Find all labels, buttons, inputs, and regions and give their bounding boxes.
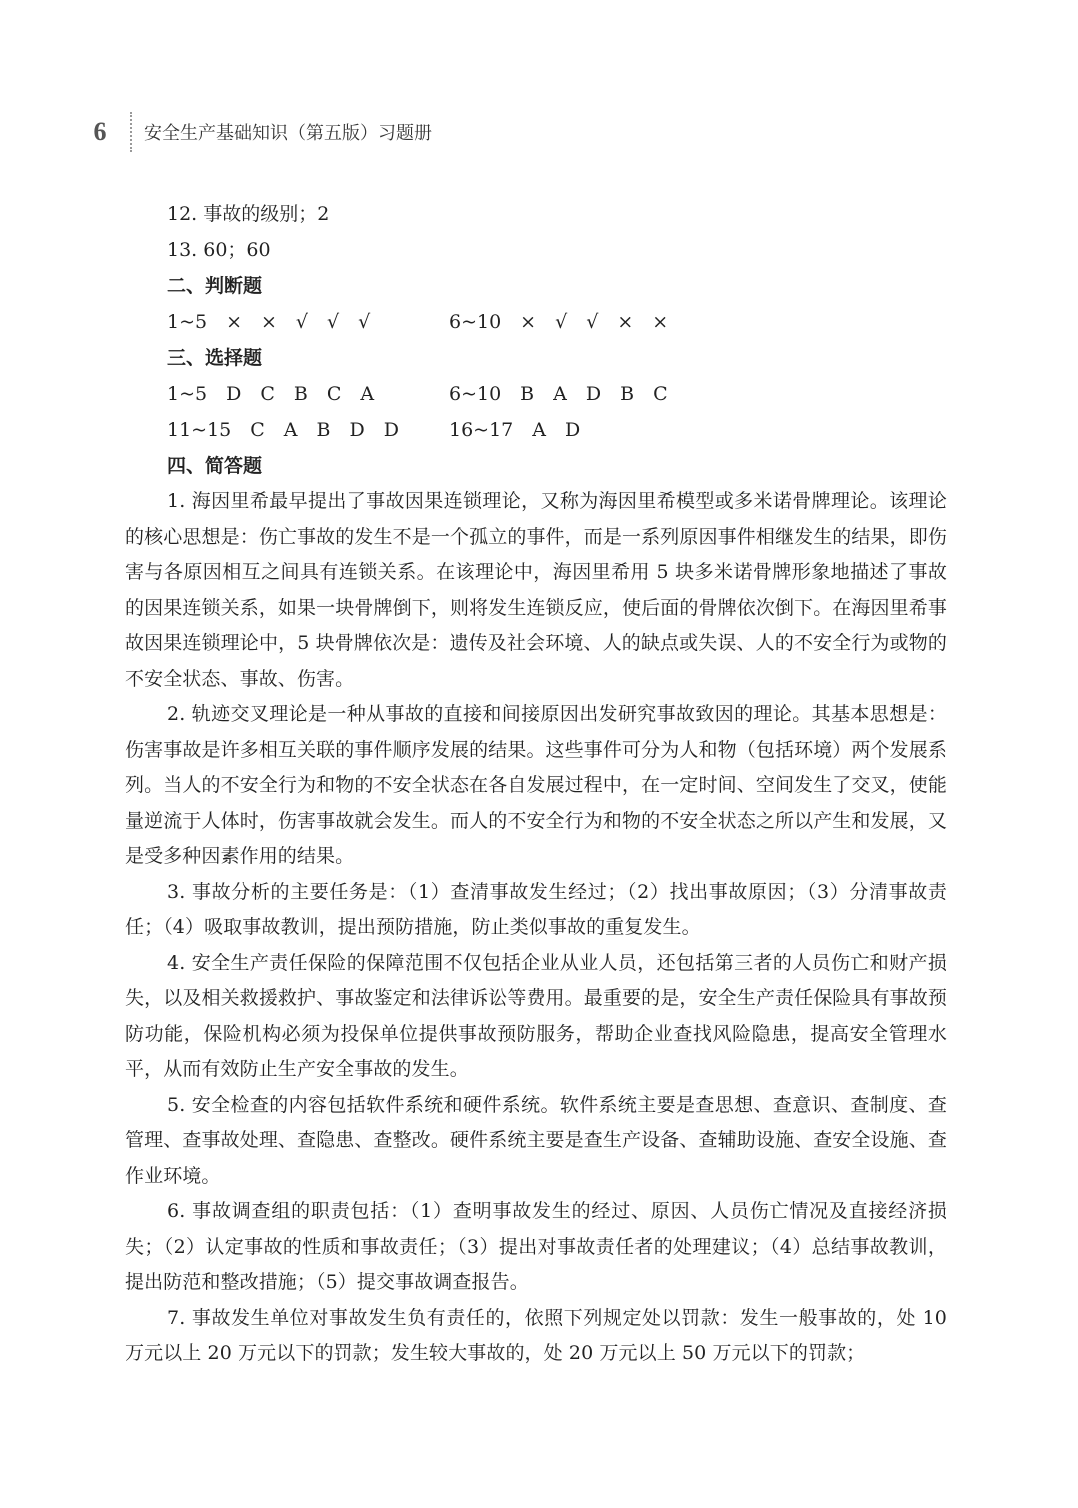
short-answer-paragraph-7: 7. 事故发生单位对事故发生负有责任的，依照下列规定处以罚款：发生一般事故的，处 10 万元以上 20 万元以下的罚款；发生较大事故的，处 20 万元以上 50 万元以下的罚款； [125,1306,947,1364]
fill-in-answer-12: 12. 事故的级别；2 [167,203,330,225]
short-answer-paragraph-1: 1. 海因里希最早提出了事故因果连锁理论，又称为海因里希模型或多米诺骨牌理论。该理论的核心思想是：伤亡事故的发生不是一个孤立的事件，而是一系列原因事件相继发生的结果，即伤害与各原因相互之间具有连锁关系。在该理论中，海因里希用 5 块多米诺骨牌形象地描述了事故的因果连锁关系，如果一块骨牌倒下，则将发生连锁反应，使后面的骨牌依次倒下。在海因里希事故因果连锁理论中，5 块骨牌依次是：遗传及社会环境、人的缺点或失误、人的不安全行为或物的不安全状态、事故、伤害。 [125,490,947,690]
true-false-answers-1-5: 1~5 × × √ √ √ [167,311,371,333]
page-number: 6 [93,117,107,146]
choice-answers-1-5: 1~5 D C B C A [167,383,375,405]
multiple-choice-row [125,412,947,448]
running-title: 安全生产基础知识（第五版）习题册 [144,123,432,144]
true-false-answers-6-10: 6~10 × √ √ × × [449,311,669,333]
short-answer-paragraph-4: 4. 安全生产责任保险的保障范围不仅包括企业从业人员，还包括第三者的人员伤亡和财产损失，以及相关救援救护、事故鉴定和法律诉讼等费用。最重要的是，安全生产责任保险具有事故预防功能，保险机构必须为投保单位提供事故预防服务，帮助企业查找风险隐患，提高安全管理水平，从而有效防止生产安全事故的发生。 [125,951,947,1080]
choice-answers-16-17: 16~17 A D [449,419,581,441]
choice-answers-6-10: 6~10 B A D B C [449,383,668,405]
section-heading-multiple-choice: 三、选择题 [167,347,263,369]
true-false-row [125,304,947,340]
choice-answers-11-15: 11~15 C A B D D [167,419,399,441]
fill-in-answer-13: 13. 60；60 [167,239,271,261]
short-answer-paragraph-5: 5. 安全检查的内容包括软件系统和硬件系统。软件系统主要是查思想、查意识、查制度、查管理、查事故处理、查隐患、查整改。硬件系统主要是查生产设备、查辅助设施、查安全设施、查作业环境。 [125,1093,947,1187]
short-answer-paragraph-6: 6. 事故调查组的职责包括：（1）查明事故发生的经过、原因、人员伤亡情况及直接经济损失；（2）认定事故的性质和事故责任；（3）提出对事故责任者的处理建议；（4）总结事故教训，提出防范和整改措施；（5）提交事故调查报告。 [125,1200,947,1293]
section-heading-short-answer: 四、简答题 [167,455,263,477]
header-divider [130,112,132,152]
section-heading-true-false: 二、判断题 [167,275,263,297]
short-answer-paragraph-2: 2. 轨迹交叉理论是一种从事故的直接和间接原因出发研究事故致因的理论。其基本思想是：伤害事故是许多相互关联的事件顺序发展的结果。这些事件可分为人和物（包括环境）两个发展系列。当人的不安全行为和物的不安全状态在各自发展过程中，在一定时间、空间发生了交叉，使能量逆流于人体时，伤害事故就会发生。而人的不安全行为和物的不安全状态之所以产生和发展，又是受多种因素作用的结果。 [125,703,947,867]
page-body [125,196,947,1372]
short-answer-paragraph-3: 3. 事故分析的主要任务是：（1）查清事故发生经过；（2）找出事故原因；（3）分清事故责任；（4）吸取事故教训，提出预防措施，防止类似事故的重复发生。 [125,880,947,938]
multiple-choice-row [125,376,947,412]
running-header [80,112,432,152]
